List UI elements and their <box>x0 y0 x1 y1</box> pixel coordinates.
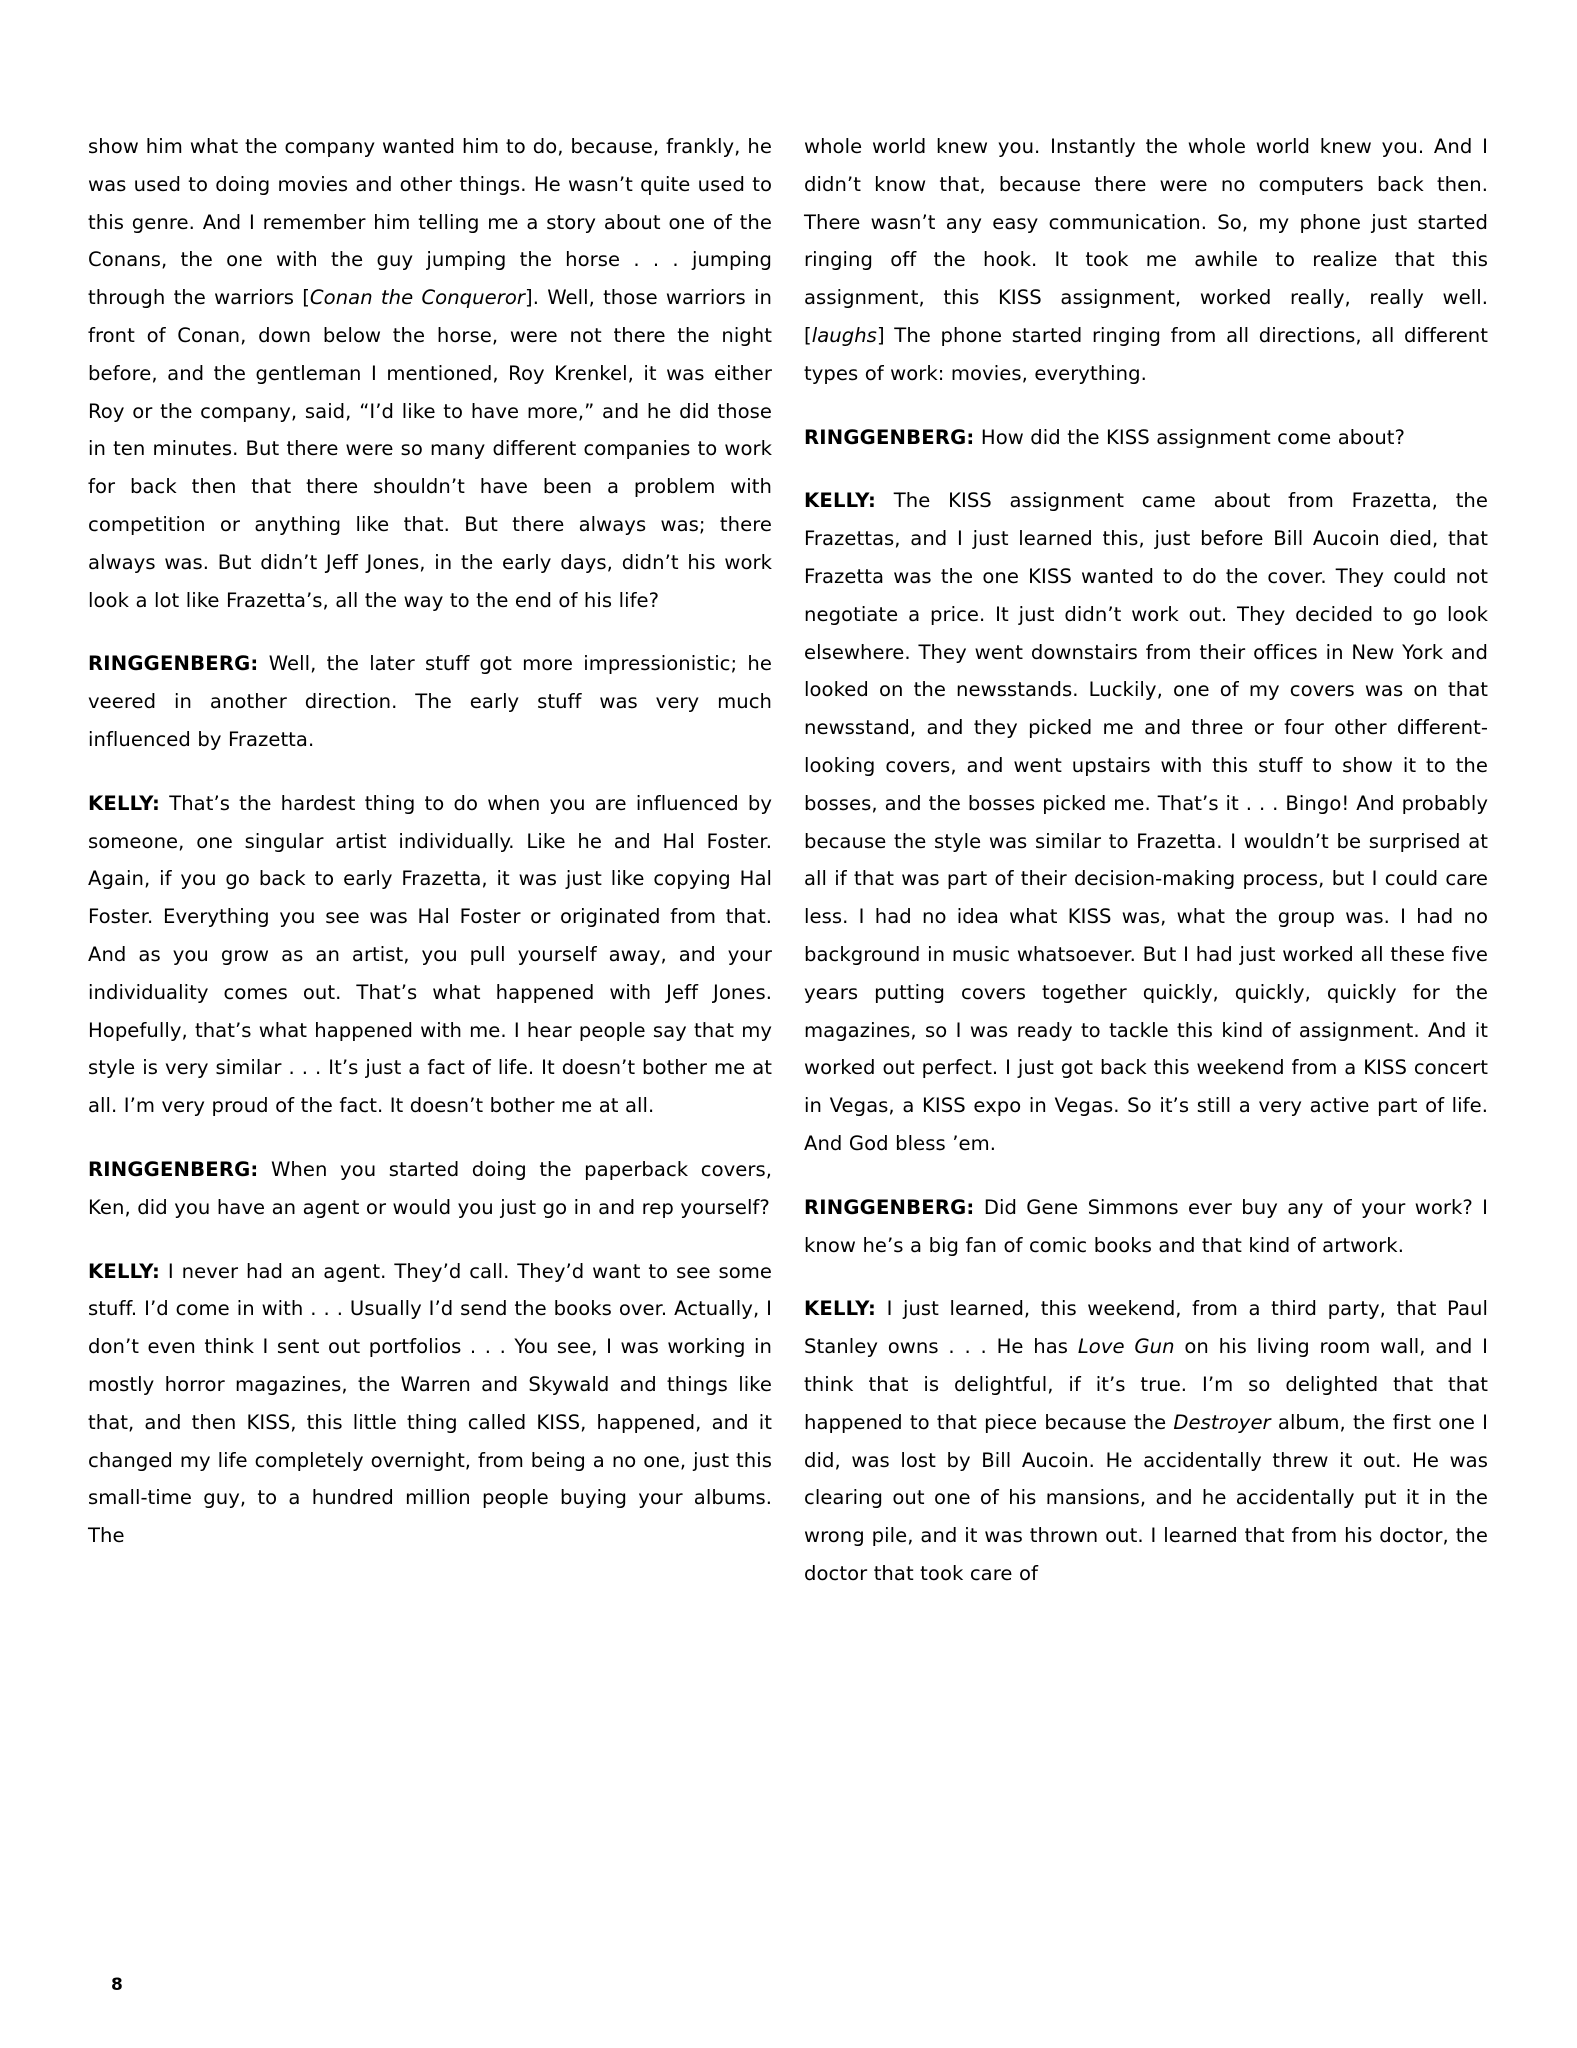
two-column-text-body <box>88 128 1488 1888</box>
paragraph-text-part: Did Gene Simmons ever buy any of your work? I know he’s a big fan of comic books and that kind of artwork. <box>804 1195 1488 1257</box>
paragraph-text-part: Well, the later stuff got more impressionistic; he veered in another direction. The early stuff was very much influenced by Frazetta. <box>88 652 772 751</box>
italic-title-conan-the-conqueror: Conan the Conqueror <box>309 286 525 310</box>
paragraph-text-part: When you started doing the paperback covers, Ken, did you have an agent or would you just go in and rep yourself? <box>88 1157 772 1219</box>
speaker-label-kelly: KELLY: <box>804 489 877 513</box>
speaker-label-ringgenberg: RINGGENBERG: <box>804 1195 975 1219</box>
paragraph-kelly-paul-stanley-love-gun <box>804 1290 1488 1592</box>
speaker-label-kelly: KELLY: <box>88 791 161 815</box>
paragraph-text-part: The KISS assignment came about from Frazetta, the Frazettas, and I just learned this, just before Bill Aucoin died, that Frazetta was the one KISS wanted to do the cover. They could not negotiate a price. It just didn’t work out. They decided to go look elsewhere. They went downstairs from their offices in New York and looked on the newsstands. Luckily, one of my covers was on that newsstand, and they picked me and three or four other different-looking covers, and went upstairs with this stuff to show it to the bosses, and the bosses picked me. That’s it . . . Bingo! And probably because the style was similar to Frazetta. I wouldn’t be surprised at all if that was part of their decision-making process, but I could care less. I had no idea what KISS was, what the group was. I had no background in music whatsoever. But I had just worked all these five years putting covers together quickly, quickly, quickly for the magazines, so I was ready to tackle this kind of assignment. And it worked out perfect. I just got back this weekend from a KISS concert in Vegas, a KISS expo in Vegas. So it’s still a very active part of life. And God bless ’em. <box>804 489 1488 1155</box>
right-column <box>804 128 1488 1888</box>
speaker-label-kelly: KELLY: <box>804 1297 877 1321</box>
italic-stage-direction-laughs: laughs <box>811 323 877 347</box>
paragraph-continuation-whole-world <box>804 128 1488 393</box>
paragraph-kelly-kiss-assignment-story <box>804 482 1488 1162</box>
paragraph-continuation-conan <box>88 128 772 619</box>
speaker-label-ringgenberg: RINGGENBERG: <box>88 1157 259 1181</box>
paragraph-ringgenberg-impressionistic <box>88 645 772 758</box>
paragraph-text-part: ] The phone started ringing from all directions, all different types of work: movies, everything. <box>804 323 1488 385</box>
paragraph-text-part: That’s the hardest thing to do when you are influenced by someone, one singular artist individually. Like he and Hal Foster. Again, if you go back to early Frazetta, it was just like copying Hal Foster. Everything you see was Hal Foster or originated from that. And as you grow as an artist, you pull yourself away, and your individuality comes out. That’s what happened with Jeff Jones. Hopefully, that’s what happened with me. I hear people say that my style is very similar . . . It’s just a fact of life. It doesn’t bother me at all. I’m very proud of the fact. It doesn’t bother me at all. <box>88 791 772 1118</box>
speaker-label-kelly: KELLY: <box>88 1259 161 1283</box>
paragraph-kelly-never-had-agent <box>88 1253 772 1555</box>
paragraph-text-part: ]. Well, those warriors in front of Conan, down below the horse, were not there the night before, and the gentleman I mentioned, Roy Krenkel, it was either Roy or the company, said, “I’d like to have more,” and he did those in ten minutes. But there were so many different companies to work for back then that there shouldn’t have been a problem with competition or anything like that. But there always was; there always was. But didn’t Jeff Jones, in the early days, didn’t his work look a lot like Frazetta’s, all the way to the end of his life? <box>88 286 772 612</box>
speaker-label-ringgenberg: RINGGENBERG: <box>88 652 259 676</box>
paragraph-text-part: whole world knew you. Instantly the whole world knew you. And I didn’t know that, because there were no computers back then. There wasn’t any easy communication. So, my phone just started ringing off the hook. It took me awhile to realize that this assignment, this KISS assignment, worked really, really well. [ <box>804 135 1488 347</box>
paragraph-ringgenberg-gene-simmons <box>804 1189 1488 1265</box>
paragraph-text-part: I never had an agent. They’d call. They’d want to see some stuff. I’d come in with . . . Usually I’d send the books over. Actually, I don’t even think I sent out portfolios . . . You see, I was working in mostly horror magazines, the Warren and Skywald and things like that, and then KISS, this little thing called KISS, happened, and it changed my life completely overnight, from being a no one, just this small-time guy, to a hundred million people buying your albums. The <box>88 1259 772 1548</box>
paragraph-text-part: album, the first one I did, was lost by Bill Aucoin. He accidentally threw it out. He was clearing out one of his mansions, and he accidentally put it in the wrong pile, and it was thrown out. I learned that from his doctor, the doctor that took care of <box>804 1410 1488 1585</box>
italic-title-destroyer: Destroyer <box>1173 1410 1271 1434</box>
page-number-folio: 8 <box>111 1975 124 1995</box>
speaker-label-ringgenberg: RINGGENBERG: <box>804 425 975 449</box>
italic-title-love-gun: Love Gun <box>1077 1335 1175 1359</box>
paragraph-text-part: I just learned, this weekend, from a third party, that Paul Stanley owns . . . He has <box>804 1297 1488 1359</box>
paragraph-kelly-hardest-thing <box>88 785 772 1125</box>
paragraph-text-part: How did the KISS assignment come about? <box>974 425 1405 449</box>
paragraph-ringgenberg-kiss-assignment <box>804 419 1488 457</box>
left-column <box>88 128 772 1888</box>
paragraph-ringgenberg-paperback-covers <box>88 1151 772 1227</box>
paragraph-text-part: on his living room wall, and I think that is delightful, if it’s true. I’m so delighted that that happened to that piece because the <box>804 1335 1488 1434</box>
paragraph-text-part: show him what the company wanted him to do, because, frankly, he was used to doing movies and other things. He wasn’t quite used to this genre. And I remember him telling me a story about one of the Conans, the one with the guy jumping the horse . . . jumping through the warriors [ <box>88 135 772 310</box>
